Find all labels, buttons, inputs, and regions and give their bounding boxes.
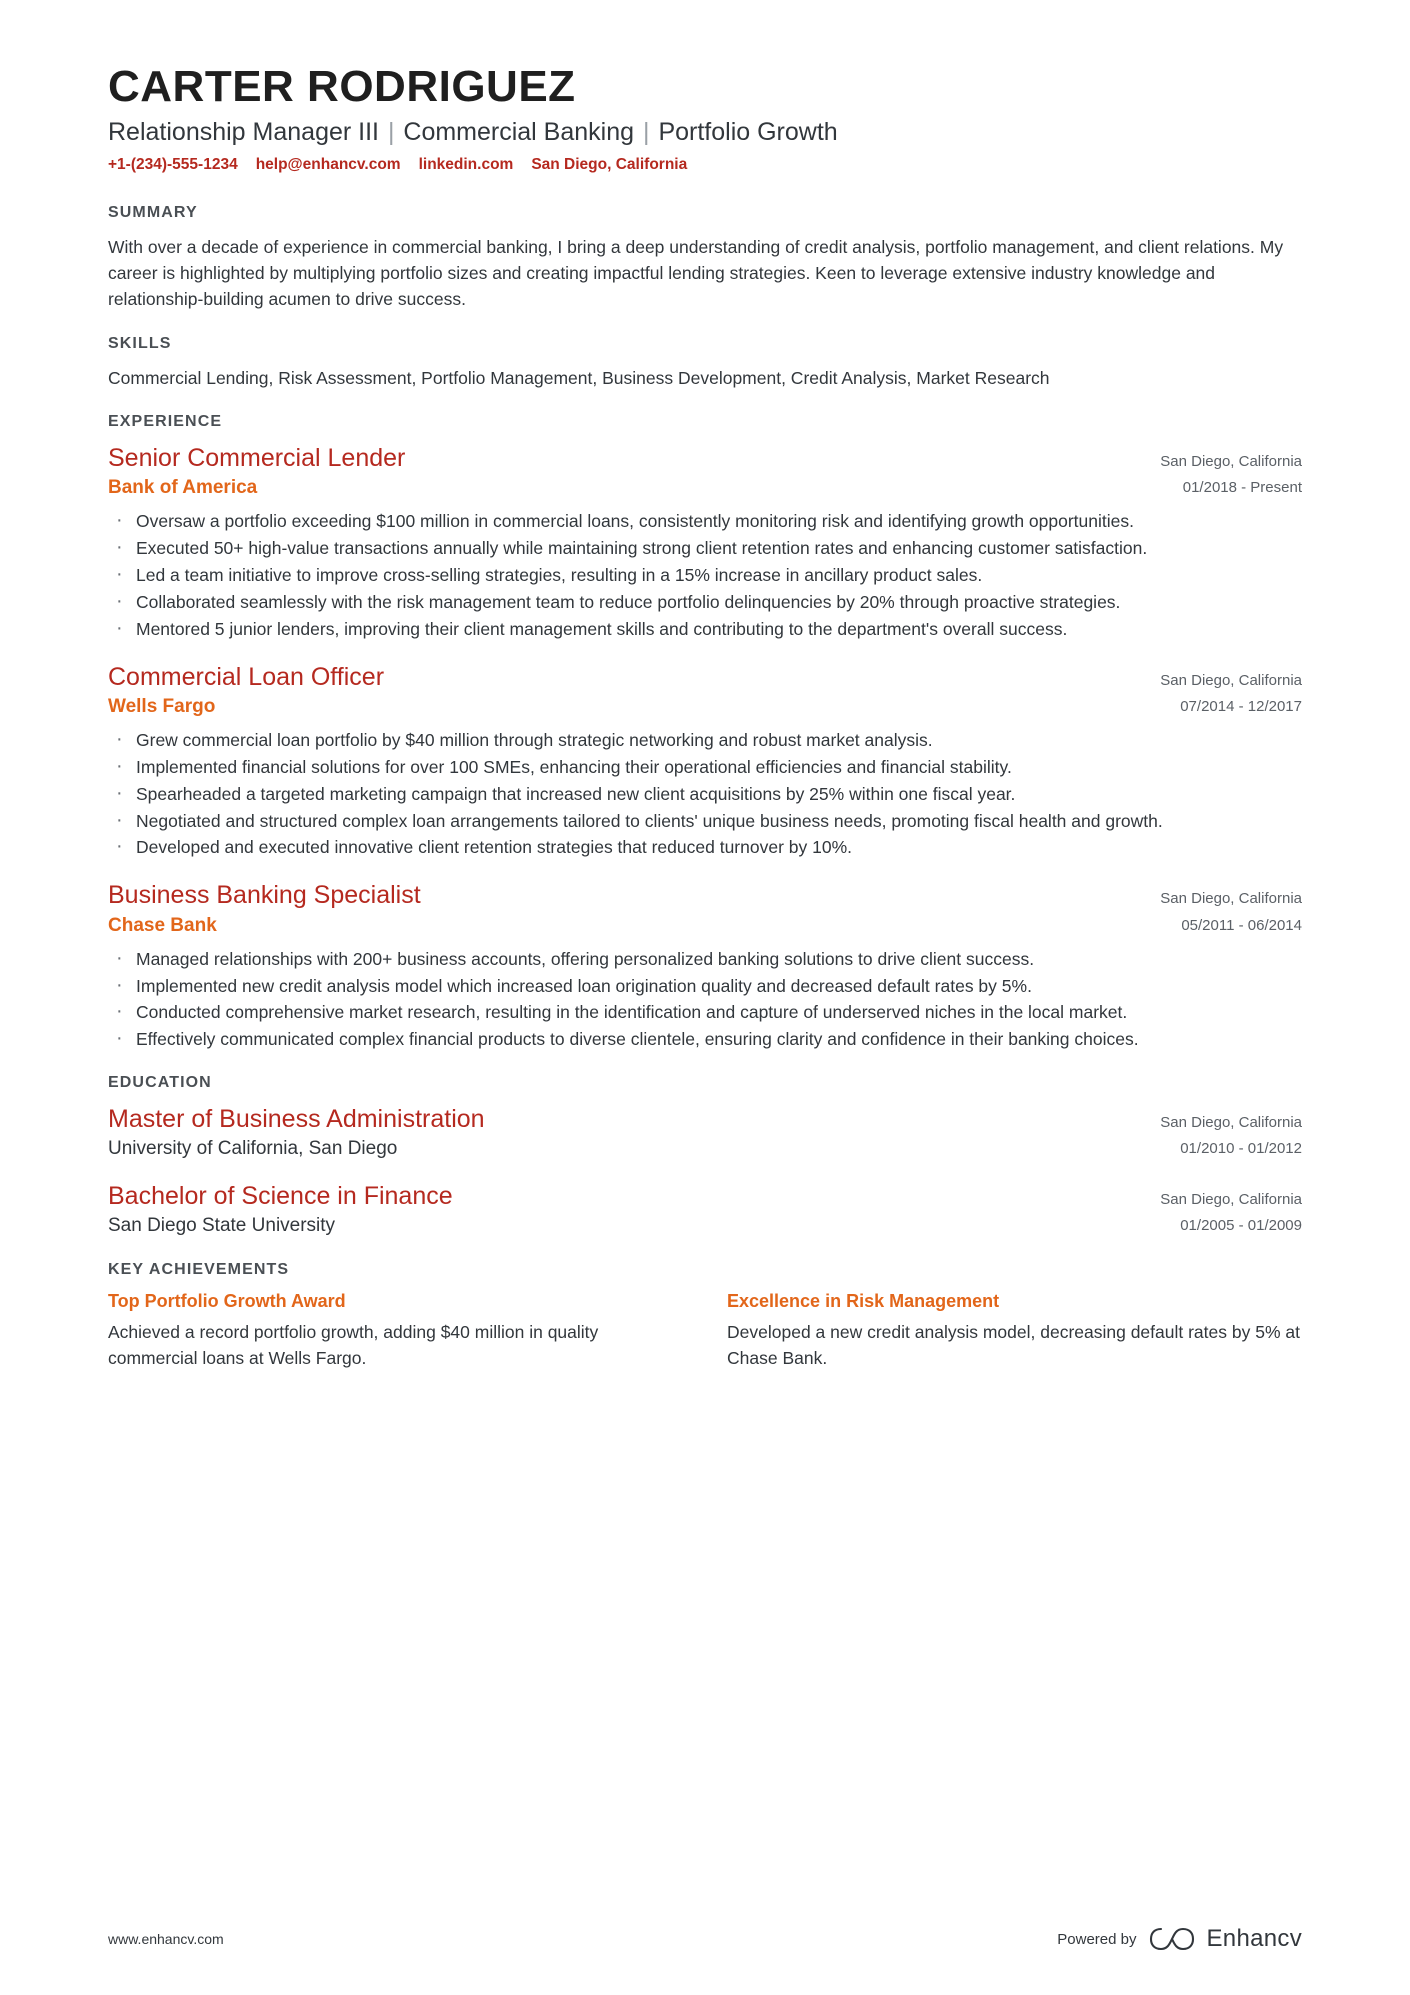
experience-entry-head (108, 880, 1302, 939)
achievement-item (108, 1291, 683, 1371)
experience-dates: 05/2011 - 06/2014 (1181, 916, 1302, 934)
contact-email[interactable]: help@enhancv.com (255, 155, 401, 173)
experience-bullet: · Implemented financial solutions for over 100 SMEs, enhancing their operational efficiencies and financial stability. (108, 755, 1302, 780)
section-education (108, 1074, 1302, 1239)
experience-bullet: · Grew commercial loan portfolio by $40 million through strategic networking and robust market analysis. (108, 728, 1302, 753)
headline-separator-1: | (387, 117, 395, 146)
experience-dates: 07/2014 - 12/2017 (1180, 697, 1302, 715)
education-location: San Diego, California (1160, 1190, 1302, 1208)
experience-entry (108, 662, 1302, 861)
experience-bullet: · Collaborated seamlessly with the risk management team to reduce portfolio delinquencies by 20% through proactive strategies. (108, 590, 1302, 615)
contact-row (108, 156, 1302, 174)
education-entry-head (108, 1104, 1302, 1163)
experience-bullets (108, 947, 1302, 1052)
education-degree: Master of Business Administration (108, 1105, 485, 1134)
contact-phone: +1-(234)-555-1234 (108, 155, 238, 173)
headline-part-1: Relationship Manager III (108, 117, 379, 146)
education-degree: Bachelor of Science in Finance (108, 1181, 453, 1210)
section-experience (108, 413, 1302, 1052)
achievements-grid (108, 1291, 1302, 1371)
experience-company: Bank of America (108, 477, 258, 499)
achievement-item (727, 1291, 1302, 1371)
resume-header (108, 62, 1302, 174)
experience-entry-meta (1136, 443, 1302, 502)
achievement-title: Excellence in Risk Management (727, 1291, 1000, 1312)
section-summary (108, 204, 1302, 313)
experience-entry-left (108, 880, 1136, 938)
experience-role: Senior Commercial Lender (108, 443, 406, 472)
experience-bullet: · Implemented new credit analysis model which increased loan origination quality and decreased default rates by 5%. (108, 974, 1302, 999)
experience-role: Commercial Loan Officer (108, 662, 385, 691)
section-achievements (108, 1261, 1302, 1371)
experience-location: San Diego, California (1160, 671, 1302, 689)
achievement-text: Achieved a record portfolio growth, adding $40 million in quality commercial loans at Wells Fargo. (108, 1322, 599, 1368)
achievement-title: Top Portfolio Growth Award (108, 1291, 346, 1312)
education-dates: 01/2010 - 01/2012 (1180, 1140, 1302, 1158)
achievement-text: Developed a new credit analysis model, decreasing default rates by 5% at Chase Bank. (727, 1322, 1300, 1368)
experience-company: Chase Bank (108, 914, 217, 936)
experience-bullet: · Conducted comprehensive market research, resulting in the identification and capture of underserved niches in the local market. (108, 1000, 1302, 1025)
experience-entry-left (108, 443, 1136, 501)
headline-part-2: Commercial Banking (403, 117, 635, 146)
experience-bullet: · Mentored 5 junior lenders, improving their client management skills and contributing to the department's overall success. (108, 617, 1302, 642)
education-entry-head (108, 1181, 1302, 1240)
education-location: San Diego, California (1160, 1114, 1302, 1132)
experience-bullet: · Managed relationships with 200+ business accounts, offering personalized banking solutions to drive client success. (108, 947, 1302, 972)
section-skills (108, 335, 1302, 391)
experience-bullet: · Executed 50+ high-value transactions annually while maintaining strong client retention rates and enhancing customer satisfaction. (108, 536, 1302, 561)
education-entry (108, 1181, 1302, 1240)
powered-by-label: Powered by (1057, 1930, 1137, 1948)
candidate-headline (108, 117, 1302, 148)
experience-bullet: · Oversaw a portfolio exceeding $100 million in commercial loans, consistently monitoring risk and identifying growth opportunities. (108, 509, 1302, 534)
contact-location: San Diego, California (531, 155, 688, 173)
experience-entry-left (108, 662, 1136, 720)
education-entry-left (108, 1181, 1136, 1239)
headline-part-3: Portfolio Growth (658, 117, 838, 146)
infinity-icon (1149, 1926, 1195, 1952)
experience-entry-meta (1136, 662, 1302, 721)
page-footer (108, 1925, 1302, 1953)
education-entry-meta (1136, 1104, 1302, 1163)
experience-entry-head (108, 662, 1302, 721)
education-section-title: EDUCATION (108, 1074, 212, 1092)
education-school: University of California, San Diego (108, 1138, 398, 1160)
education-dates: 01/2005 - 01/2009 (1180, 1216, 1302, 1234)
education-entry-left (108, 1104, 1136, 1162)
experience-location: San Diego, California (1160, 452, 1302, 470)
skills-section-title: SKILLS (108, 334, 172, 352)
experience-bullet: · Led a team initiative to improve cross-selling strategies, resulting in a 15% increase in ancillary product sales. (108, 563, 1302, 588)
experience-entry (108, 880, 1302, 1052)
summary-text: With over a decade of experience in commercial banking, I bring a deep understanding of credit analysis, portfolio management, and client relations. My career is highlighted by multiplying portfolio sizes and creating impactful lending strategies. Keen to leverage extensive industry knowledge and relationship-building acumen to drive success. (108, 236, 1284, 310)
experience-company: Wells Fargo (108, 695, 216, 717)
experience-dates: 01/2018 - Present (1182, 479, 1302, 497)
experience-bullet: · Effectively communicated complex financial products to diverse clientele, ensuring clarity and confidence in their banking choices. (108, 1027, 1302, 1052)
contact-linkedin[interactable]: linkedin.com (418, 155, 514, 173)
headline-separator-2: | (642, 117, 650, 146)
achievements-section-title: KEY ACHIEVEMENTS (108, 1261, 290, 1279)
skills-text: Commercial Lending, Risk Assessment, Portfolio Management, Business Development, Credit Analysis, Market Research (108, 367, 1050, 388)
footer-brand (1057, 1925, 1302, 1953)
experience-bullets (108, 728, 1302, 860)
experience-bullets (108, 509, 1302, 641)
experience-location: San Diego, California (1160, 890, 1302, 908)
experience-entry (108, 443, 1302, 642)
experience-bullet: · Negotiated and structured complex loan arrangements tailored to clients' unique business needs, promoting fiscal health and growth. (108, 809, 1302, 834)
experience-bullet: · Developed and executed innovative client retention strategies that reduced turnover by 10%. (108, 835, 1302, 860)
education-entry-meta (1136, 1181, 1302, 1240)
experience-entry-head (108, 443, 1302, 502)
experience-role: Business Banking Specialist (108, 881, 421, 910)
footer-website-url[interactable]: www.enhancv.com (108, 1931, 224, 1947)
experience-entry-meta (1136, 880, 1302, 939)
experience-section-title: EXPERIENCE (108, 412, 223, 430)
summary-section-title: SUMMARY (108, 203, 198, 221)
education-entry (108, 1104, 1302, 1163)
experience-bullet: · Spearheaded a targeted marketing campaign that increased new client acquisitions by 25% within one fiscal year. (108, 782, 1302, 807)
candidate-name: CARTER RODRIGUEZ (108, 62, 576, 111)
brand-name: Enhancv (1206, 1925, 1302, 1952)
education-school: San Diego State University (108, 1214, 336, 1236)
